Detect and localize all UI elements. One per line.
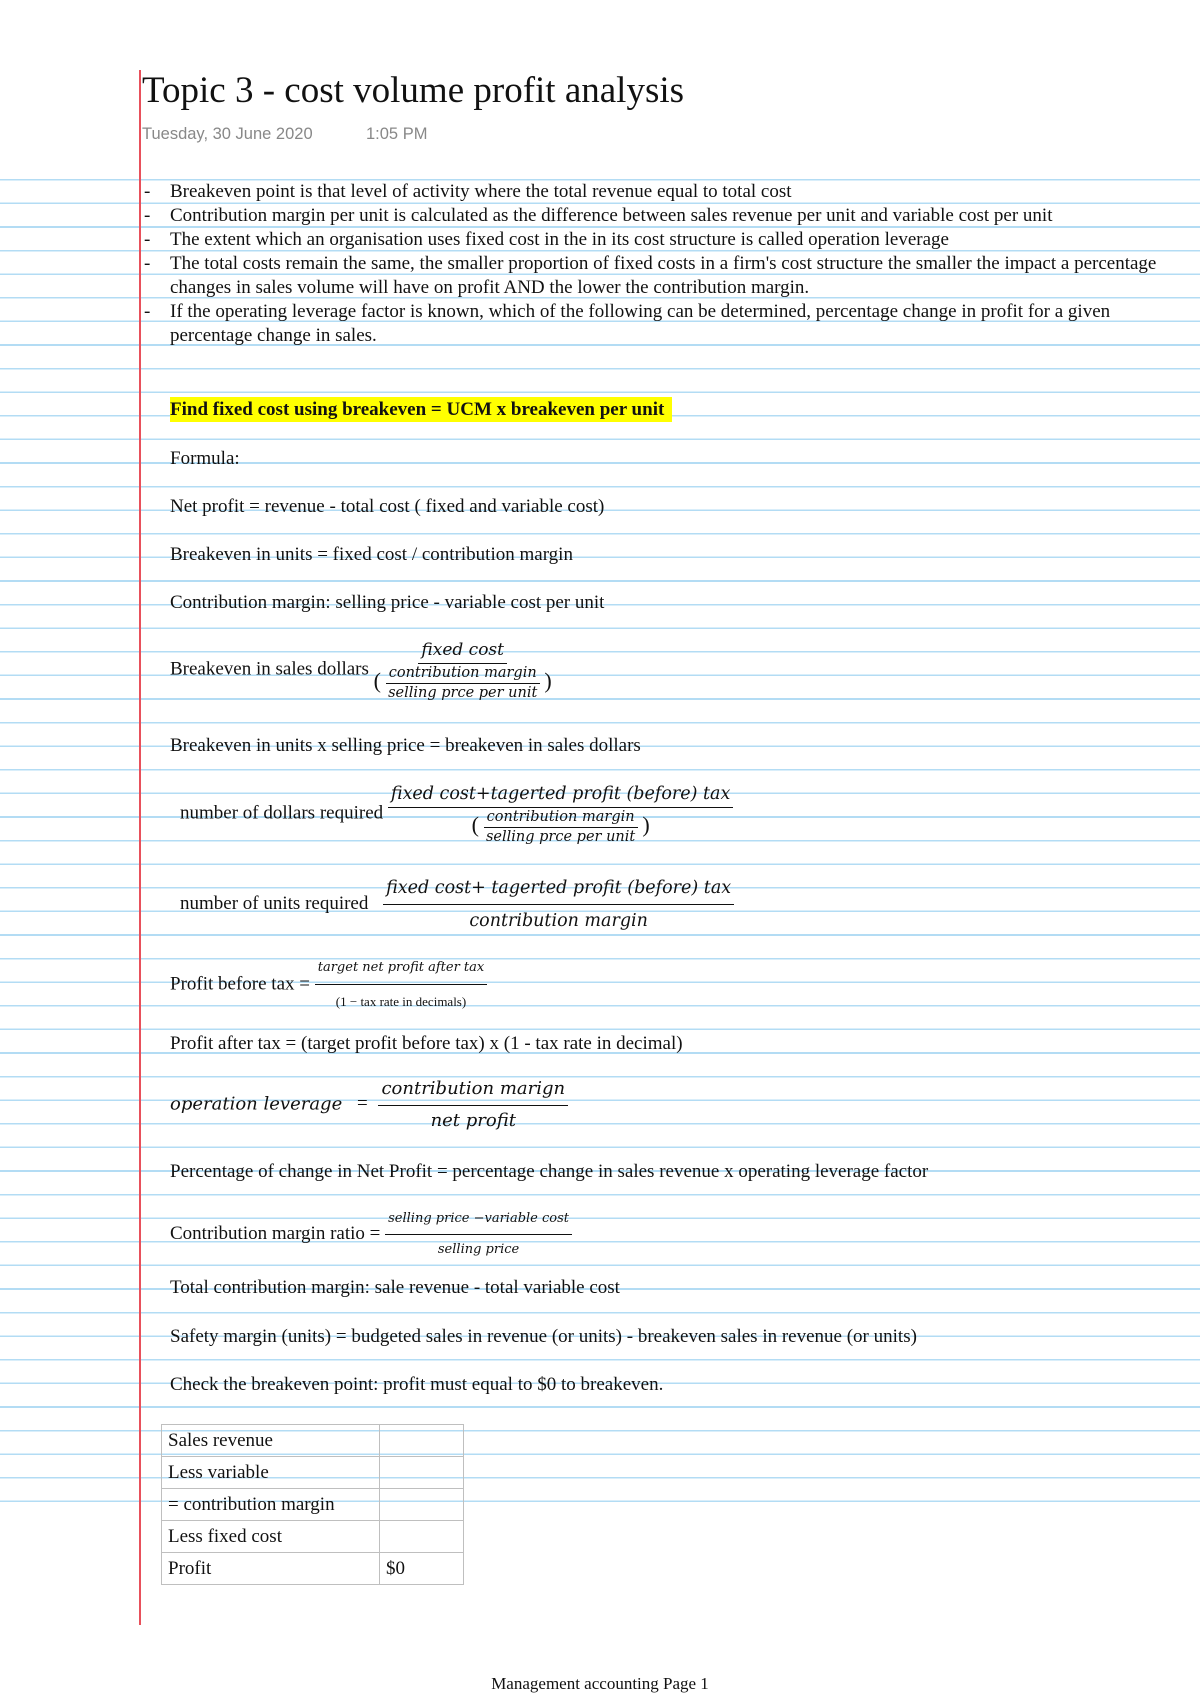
bullet-list bbox=[142, 180, 1187, 348]
page-footer: Management accounting Page 1 bbox=[491, 1674, 709, 1693]
table-cell-value: $0 bbox=[380, 1553, 464, 1585]
table-cell-label: Profit bbox=[162, 1553, 380, 1585]
formula-label: operation leverage bbox=[170, 1093, 343, 1115]
formula-label: Profit before tax = bbox=[170, 973, 310, 995]
fraction-denominator: ( $\frac{\text{contribution margin}}{\text{selling prce per unit}}$ ) bbox=[373, 665, 552, 701]
contribution-margin-ratio-formula bbox=[170, 1207, 572, 1262]
fraction-numerator: target net profit after tax bbox=[315, 956, 488, 985]
fraction-numerator: fixed cost+ tagerted profit (before) tax bbox=[383, 876, 734, 905]
bullet-text: Contribution margin per unit is calculated as the difference between sales revenue per unit and variable cost per unit bbox=[170, 205, 1053, 226]
breakeven-units-line: Breakeven in units = fixed cost / contribution margin bbox=[170, 544, 573, 565]
bullet-text: If the operating leverage factor is known, which of the following can be determined, percentage change in profit for a given percentage change in sales. bbox=[170, 301, 1111, 346]
dollars-required-formula bbox=[180, 782, 733, 846]
table-row bbox=[162, 1553, 464, 1585]
fraction-numerator: contribution marign bbox=[378, 1077, 568, 1106]
units-required-formula bbox=[180, 876, 734, 933]
fraction-numerator: selling price −variable cost bbox=[385, 1207, 572, 1235]
formula-heading: Formula: bbox=[170, 448, 240, 469]
safety-margin-line: Safety margin (units) = budgeted sales in revenue (or units) - breakeven sales in revenue (or units) bbox=[170, 1326, 917, 1347]
inner-denominator: selling prce per unit bbox=[388, 685, 538, 701]
contribution-margin-line: Contribution margin: selling price - variable cost per unit bbox=[170, 592, 605, 613]
breakeven-check-table bbox=[161, 1424, 464, 1585]
inner-denominator: selling prce per unit bbox=[485, 829, 636, 845]
bullet-text: The extent which an organisation uses fixed cost in the in its cost structure is called operation leverage bbox=[170, 229, 949, 250]
fraction-numerator: fixed cost bbox=[418, 638, 507, 664]
table-cell-label: Sales revenue bbox=[162, 1425, 380, 1457]
table-row bbox=[162, 1521, 464, 1553]
fraction-denominator: selling price bbox=[437, 1242, 520, 1257]
table-cell-value bbox=[380, 1521, 464, 1553]
table-cell-label: Less fixed cost bbox=[162, 1521, 380, 1553]
formula-fraction bbox=[315, 956, 488, 1014]
formula-fraction bbox=[383, 876, 734, 933]
fraction-denominator: ( $\frac{\text{contribution margin}}{\text{selling prce per unit}}$ ) bbox=[471, 809, 650, 845]
fraction-denominator: contribution margin bbox=[469, 911, 648, 931]
page-time: 1:05 PM bbox=[366, 125, 428, 143]
bullet-item: - If the operating leverage factor is known, which of the following can be determined, percentage change in profit for a given percentage change in sales. bbox=[144, 301, 1111, 346]
inner-numerator: contribution margin bbox=[484, 809, 638, 828]
formula-label: Breakeven in sales dollars bbox=[170, 658, 369, 680]
fraction-denominator: (1 − tax rate in decimals) bbox=[335, 994, 467, 1009]
table-cell-value bbox=[380, 1425, 464, 1457]
formula-fraction bbox=[378, 1077, 568, 1133]
percentage-change-line: Percentage of change in Net Profit = percentage change in sales revenue x operating leverage factor bbox=[170, 1161, 929, 1182]
inner-fraction bbox=[484, 809, 638, 846]
inner-numerator: contribution margin bbox=[386, 665, 540, 684]
profit-before-tax-formula bbox=[170, 956, 487, 1014]
fraction-numerator: fixed cost+tagerted profit (before) tax bbox=[388, 782, 733, 808]
fraction-denominator: net profit bbox=[430, 1110, 516, 1131]
formula-fraction bbox=[374, 638, 552, 702]
formula-fraction bbox=[385, 1207, 572, 1262]
formula-label: number of dollars required bbox=[180, 802, 384, 824]
table-cell-value bbox=[380, 1489, 464, 1521]
highlight-note bbox=[170, 398, 672, 422]
bullet-item: - Breakeven point is that level of activity where the total revenue equal to total cost bbox=[144, 181, 792, 202]
breakeven-units-price-line: Breakeven in units x selling price = breakeven in sales dollars bbox=[170, 735, 641, 756]
check-breakeven-line: Check the breakeven point: profit must equal to $0 to breakeven. bbox=[170, 1374, 664, 1395]
breakeven-sales-dollars-formula bbox=[170, 638, 552, 702]
bullet-item: - The extent which an organisation uses fixed cost in the in its cost structure is called operation leverage bbox=[144, 229, 949, 250]
bullet-item: - The total costs remain the same, the smaller proportion of fixed costs in a firm's cost structure the smaller the impact a percentage changes in sales volume will have on profit AND the lower the contribution margin. bbox=[144, 253, 1157, 298]
table-cell-label: = contribution margin bbox=[162, 1489, 380, 1521]
formula-label: Contribution margin ratio = bbox=[170, 1222, 381, 1244]
net-profit-line: Net profit = revenue - total cost ( fixed and variable cost) bbox=[170, 496, 605, 517]
table-row bbox=[162, 1457, 464, 1489]
table-row bbox=[162, 1489, 464, 1521]
inner-fraction bbox=[386, 665, 540, 702]
formula-label: number of units required bbox=[180, 892, 369, 914]
formula-fraction bbox=[388, 782, 733, 846]
total-contribution-margin-line: Total contribution margin: sale revenue - total variable cost bbox=[170, 1277, 620, 1298]
bullet-text: Breakeven point is that level of activity where the total revenue equal to total cost bbox=[170, 181, 792, 202]
equals-sign: = bbox=[356, 1093, 368, 1115]
table-row bbox=[162, 1425, 464, 1457]
highlighted-text: Find fixed cost using breakeven = UCM x breakeven per unit bbox=[170, 397, 672, 422]
table-cell-value bbox=[380, 1457, 464, 1489]
bullet-text: The total costs remain the same, the smaller proportion of fixed costs in a firm's cost structure the smaller the impact a percentage changes in sales volume will have on profit AND the lower the contribution margin. bbox=[170, 253, 1157, 298]
notebook-margin-line bbox=[139, 70, 141, 1625]
profit-after-tax-line: Profit after tax = (target profit before tax) x (1 - tax rate in decimal) bbox=[170, 1033, 683, 1054]
operation-leverage-formula bbox=[170, 1077, 568, 1133]
page-title: Topic 3 - cost volume profit analysis bbox=[142, 70, 685, 111]
bullet-item: - Contribution margin per unit is calculated as the difference between sales revenue per unit and variable cost per unit bbox=[144, 205, 1053, 226]
table-cell-label: Less variable bbox=[162, 1457, 380, 1489]
page-date: Tuesday, 30 June 2020 bbox=[142, 125, 313, 143]
